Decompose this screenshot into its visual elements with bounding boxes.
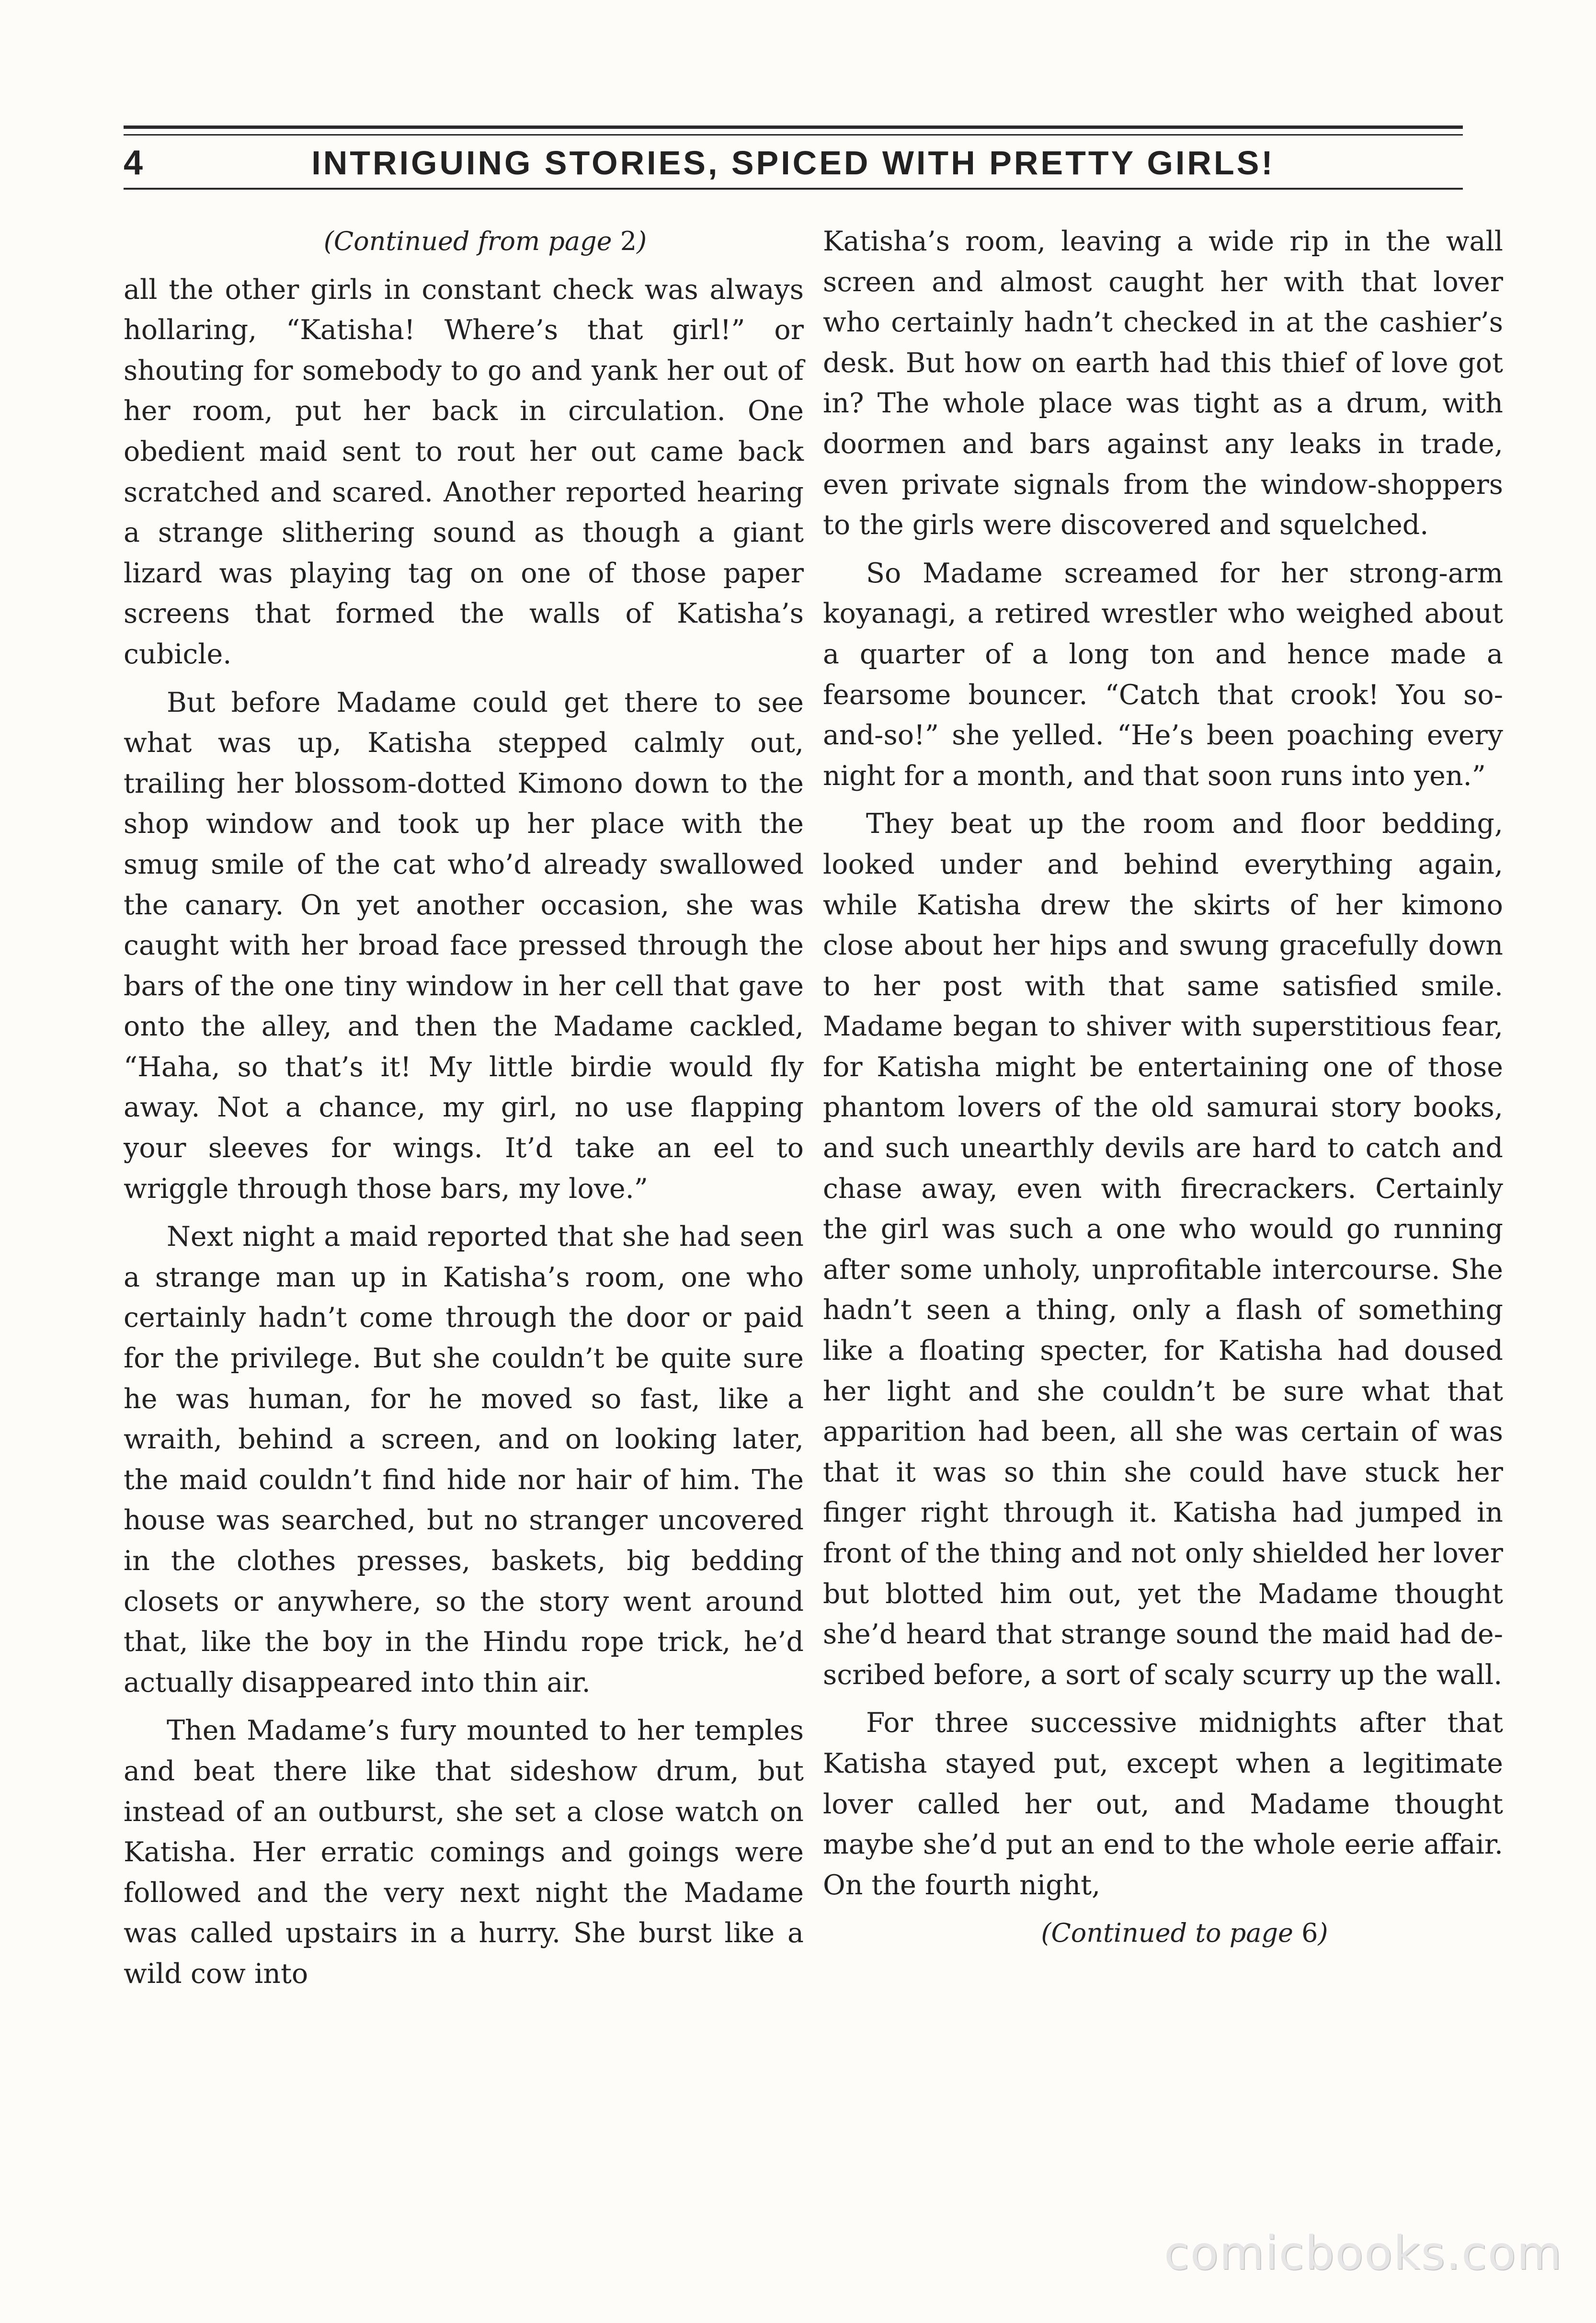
continued-from-note: (Continued from page 2) <box>323 226 647 256</box>
page-number: 4 <box>124 144 143 182</box>
left-column <box>124 221 804 1994</box>
paragraph: Next night a maid reported that she had seen a strange man up in Katisha’s room, one who certainly hadn’t come through the door or paid for the privilege. But she couldn’t be quite sure he was human, for he moved so fast, like a wraith, behind a screen, and on looking later, the maid couldn’t find hide nor hair of him. The house was searched, but no stranger uncovered in the clothes presses, baskets, big bedding closets or anywhere, so the story went around that, like the boy in the Hindu rope trick, he’d actually disappeared into thin air. <box>124 1221 804 1698</box>
paragraph: all the other girls in constant check was always hollaring, “Katisha! Where’s that girl!” or shouting for somebody to go and yank her out of her room, put her back in circulation. One obedient maid sent to rout her out came back scratched and scared. Another reported hearing a strange slithering sound as though a giant lizard was playing tag on one of those paper screens that formed the walls of Katisha’s cubicle. <box>124 273 804 670</box>
header-rule-top <box>124 125 1463 129</box>
running-title: INTRIGUING STORIES, SPICED WITH PRETTY GIRLS! <box>311 144 1275 182</box>
right-column <box>823 221 1503 1954</box>
page-header <box>124 139 1463 187</box>
header-rule-bottom <box>124 188 1463 190</box>
paragraph: So Madame screamed for her strong-arm koyanagi, a retired wrestler who weighed about a quarter of a long ton and hence made a fearsome bouncer. “Catch that crook! You so-and-so!” she yelled. “He’s been poaching every night for a month, and that soon runs into yen.” <box>823 557 1503 792</box>
watermark-logo: comicbooks.com <box>1163 2226 1562 2280</box>
continued-to-note: (Continued to page 6) <box>1041 1918 1328 1948</box>
paragraph: But before Madame could get there to see what was up, Katisha stepped calmly out, trailing her blossom-dotted Kimono down to the shop window and took up her place with the smug smile of the cat who’d already swallowed the canary. On yet another occasion, she was caught with her broad face pressed through the bars of the one tiny window in her cell that gave onto the alley, and then the Madame cackled, “Haha, so that’s it! My little birdie would fly away. Not a chance, my girl, no use flapping your sleeves for wings. It’d take an eel to wriggle through those bars, my love.” <box>124 686 804 1205</box>
paragraph: Then Madame’s fury mounted to her temples and beat there like that sideshow drum, but instead of an outburst, she set a close watch on Katisha. Her erratic comings and goings were followed and the very next night the Madame was called upstairs in a hurry. She burst like a wild cow into <box>124 1715 804 1990</box>
paragraph: For three successive midnights after that Katisha stayed put, except when a legitimate lover called her out, and Madame thought maybe she’d put an end to the whole eerie affair. On the fourth night, <box>823 1707 1503 1901</box>
paragraph: Katisha’s room, leaving a wide rip in the wall screen and almost caught her with that lover who certainly hadn’t checked in at the cashier’s desk. But how on earth had this thief of love got in? The whole place was tight as a drum, with doormen and bars against any leaks in trade, even private signals from the window-shoppers to the girls were discovered and squelched. <box>823 226 1503 541</box>
paragraph: They beat up the room and floor bedding, looked under and behind everything again, while Katisha drew the skirts of her kimono close about her hips and swung gracefully down to her post with that same satisfied smile. Madame began to shiver with superstitious fear, for Katisha might be entertaining one of those phantom lovers of the old samurai story books, and such unearthly devils are hard to catch and chase away, even with firecrackers. Certainly the girl was such a one who would go running after some unholy, unprofitable intercourse. She hadn’t seen a thing, only a flash of something like a floating specter, for Katisha had doused her light and she couldn’t be sure what that apparition had been, all she was certain of was that it was so thin she could have stuck her finger right through it. Katisha had jumped in front of the thing and not only shielded her lover but blotted him out, yet the Madame thought she’d heard that strange sound the maid had described before, a sort of scaly scurry up the wall. <box>823 808 1503 1691</box>
header-rule-top-thin <box>124 134 1463 136</box>
